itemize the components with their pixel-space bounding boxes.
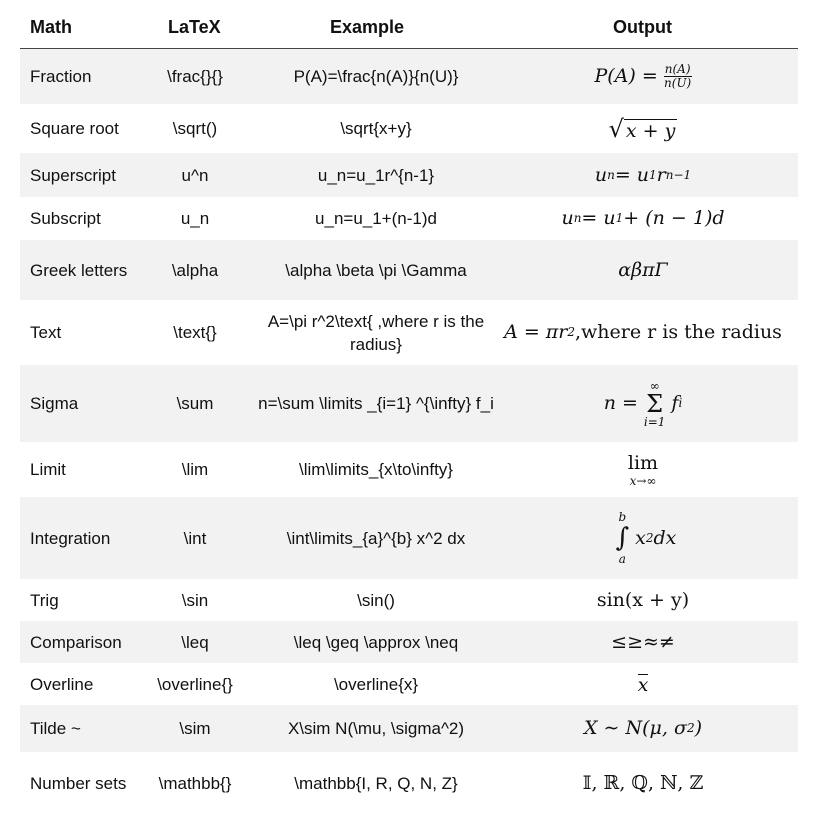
output-lhs: n = bbox=[603, 392, 638, 414]
integral-upper: b bbox=[618, 510, 627, 524]
table-header bbox=[20, 6, 798, 49]
output-sup: 2 bbox=[567, 325, 575, 339]
latex-cell: \sin bbox=[181, 590, 209, 610]
table-row bbox=[20, 300, 798, 365]
example-cell: A=\pi r^2\text{ ,where r is the radius} bbox=[267, 311, 485, 354]
latex-cell: \text{} bbox=[173, 323, 217, 342]
math-cell: Superscript bbox=[30, 165, 116, 185]
example-cell: n=\sum \limits _{i=1} ^{\infty} f_i bbox=[258, 394, 494, 413]
output-cell bbox=[498, 705, 788, 752]
example-cell: \sin() bbox=[357, 590, 395, 610]
latex-cell: \int bbox=[183, 528, 207, 548]
overline-x: x bbox=[637, 674, 649, 696]
table-row bbox=[20, 153, 798, 197]
output-term: dx bbox=[653, 526, 677, 549]
math-cell: Comparison bbox=[30, 632, 122, 652]
output-term: x bbox=[635, 526, 646, 549]
output-term: X ∼ N(μ, σ bbox=[583, 717, 687, 739]
example-cell: u_n=u_1+(n-1)d bbox=[315, 209, 437, 228]
output-cell: 𝕀, ℝ, ℚ, ℕ, ℤ bbox=[582, 771, 704, 794]
output-cell: αβπΓ bbox=[618, 258, 668, 281]
output-cell bbox=[498, 197, 788, 240]
output-term: = u bbox=[614, 163, 650, 186]
header-output: Output bbox=[613, 17, 672, 37]
math-cell: Greek letters bbox=[30, 260, 128, 280]
table-row bbox=[20, 705, 798, 752]
math-cell: Fraction bbox=[30, 67, 92, 86]
output-cell: sin(x + y) bbox=[596, 588, 690, 611]
table-row bbox=[20, 365, 798, 442]
output-cell: ≤≥≈≠ bbox=[611, 630, 675, 653]
math-cell: Trig bbox=[30, 590, 59, 610]
latex-cell: \leq bbox=[181, 632, 209, 652]
latex-cell: \sum bbox=[176, 394, 214, 413]
limit-op: lim bbox=[627, 451, 659, 474]
output-term: u bbox=[561, 207, 574, 229]
output-cell bbox=[498, 153, 788, 197]
table-row bbox=[20, 104, 798, 153]
table-row bbox=[20, 497, 798, 579]
table-row bbox=[20, 621, 798, 663]
example-cell: \sqrt{x+y} bbox=[340, 119, 412, 138]
math-cell: Limit bbox=[30, 460, 66, 479]
latex-cell: \frac{}{} bbox=[167, 67, 223, 86]
math-cell: Square root bbox=[30, 119, 119, 138]
radical-sign: √ bbox=[608, 114, 624, 143]
example-cell: \mathbb{I, R, Q, N, Z} bbox=[294, 773, 458, 793]
radicand: x + y bbox=[625, 119, 676, 142]
output-sub: n bbox=[607, 167, 615, 182]
output-lhs: P(A) = bbox=[594, 65, 658, 87]
output-sup: 2 bbox=[645, 530, 654, 545]
table-row bbox=[20, 197, 798, 240]
output-term: ) bbox=[694, 717, 703, 739]
math-cell: Overline bbox=[30, 674, 94, 694]
integral-symbol: ∫ bbox=[615, 523, 630, 553]
output-sub: n bbox=[573, 211, 582, 225]
output-term: f bbox=[671, 392, 679, 414]
example-cell: \int\limits_{a}^{b} x^2 dx bbox=[286, 528, 466, 548]
limit-lower: x→∞ bbox=[629, 473, 657, 488]
fraction bbox=[664, 63, 692, 90]
table-row bbox=[20, 442, 798, 497]
sigma-symbol: Σ bbox=[646, 389, 664, 418]
output-term: u bbox=[594, 163, 608, 186]
latex-cell: \sim bbox=[179, 719, 211, 738]
output-term: = u bbox=[581, 207, 616, 229]
latex-cell: u_n bbox=[180, 209, 210, 228]
latex-cell: \mathbb{} bbox=[158, 773, 232, 793]
example-cell: \alpha \beta \pi \Gamma bbox=[285, 260, 467, 280]
output-cell bbox=[498, 497, 788, 579]
output-cell bbox=[498, 300, 788, 365]
header-math: Math bbox=[30, 17, 72, 37]
denominator: n(U) bbox=[664, 76, 692, 90]
latex-cell: \lim bbox=[181, 460, 209, 479]
output-cell bbox=[498, 442, 788, 497]
math-cell: Number sets bbox=[30, 773, 127, 793]
example-cell: X\sim N(\mu, \sigma^2) bbox=[287, 719, 465, 738]
math-cell: Integration bbox=[30, 528, 111, 548]
latex-cell: \sqrt() bbox=[172, 119, 218, 138]
math-cell: Sigma bbox=[30, 394, 79, 413]
output-cell bbox=[498, 663, 788, 705]
sum-upper: ∞ bbox=[649, 378, 660, 393]
output-text: ,where r is the radius bbox=[575, 321, 782, 343]
output-cell bbox=[498, 365, 788, 442]
output-term: + (n − 1)d bbox=[623, 207, 725, 229]
table-row bbox=[20, 49, 798, 104]
example-cell: u_n=u_1r^{n-1} bbox=[317, 165, 435, 185]
example-cell: \overline{x} bbox=[333, 674, 419, 694]
table-row bbox=[20, 240, 798, 300]
output-sub: i bbox=[678, 396, 683, 410]
output-term: r bbox=[656, 163, 666, 186]
latex-cell: \overline{} bbox=[157, 674, 233, 694]
square-root bbox=[609, 116, 678, 142]
numerator: n(A) bbox=[664, 62, 691, 76]
output-sub: 1 bbox=[649, 167, 657, 182]
output-sub: 1 bbox=[615, 211, 624, 225]
integral-lower: a bbox=[618, 552, 626, 566]
sum-lower: i=1 bbox=[643, 414, 666, 429]
limit-operator bbox=[628, 452, 658, 488]
output-cell bbox=[498, 49, 788, 104]
math-cell: Text bbox=[30, 323, 62, 342]
output-sup: 2 bbox=[686, 721, 695, 735]
header-example: Example bbox=[330, 17, 405, 37]
table-row bbox=[20, 663, 798, 705]
output-cell bbox=[498, 104, 788, 153]
table-row bbox=[20, 579, 798, 621]
math-cell: Subscript bbox=[30, 209, 101, 228]
example-cell: P(A)=\frac{n(A)}{n(U)} bbox=[293, 67, 459, 86]
integral-operator bbox=[616, 510, 630, 566]
math-cell: Tilde ~ bbox=[30, 719, 81, 738]
table-row bbox=[20, 752, 798, 814]
output-term: A = πr bbox=[504, 321, 568, 343]
latex-cell: u^n bbox=[181, 165, 209, 185]
sum-operator bbox=[644, 379, 666, 429]
example-cell: \leq \geq \approx \neq bbox=[293, 632, 459, 652]
example-cell: \lim\limits_{x\to\infty} bbox=[299, 460, 453, 479]
latex-cell: \alpha bbox=[171, 260, 219, 280]
output-sup: n−1 bbox=[665, 167, 692, 182]
header-latex: LaTeX bbox=[168, 17, 221, 37]
